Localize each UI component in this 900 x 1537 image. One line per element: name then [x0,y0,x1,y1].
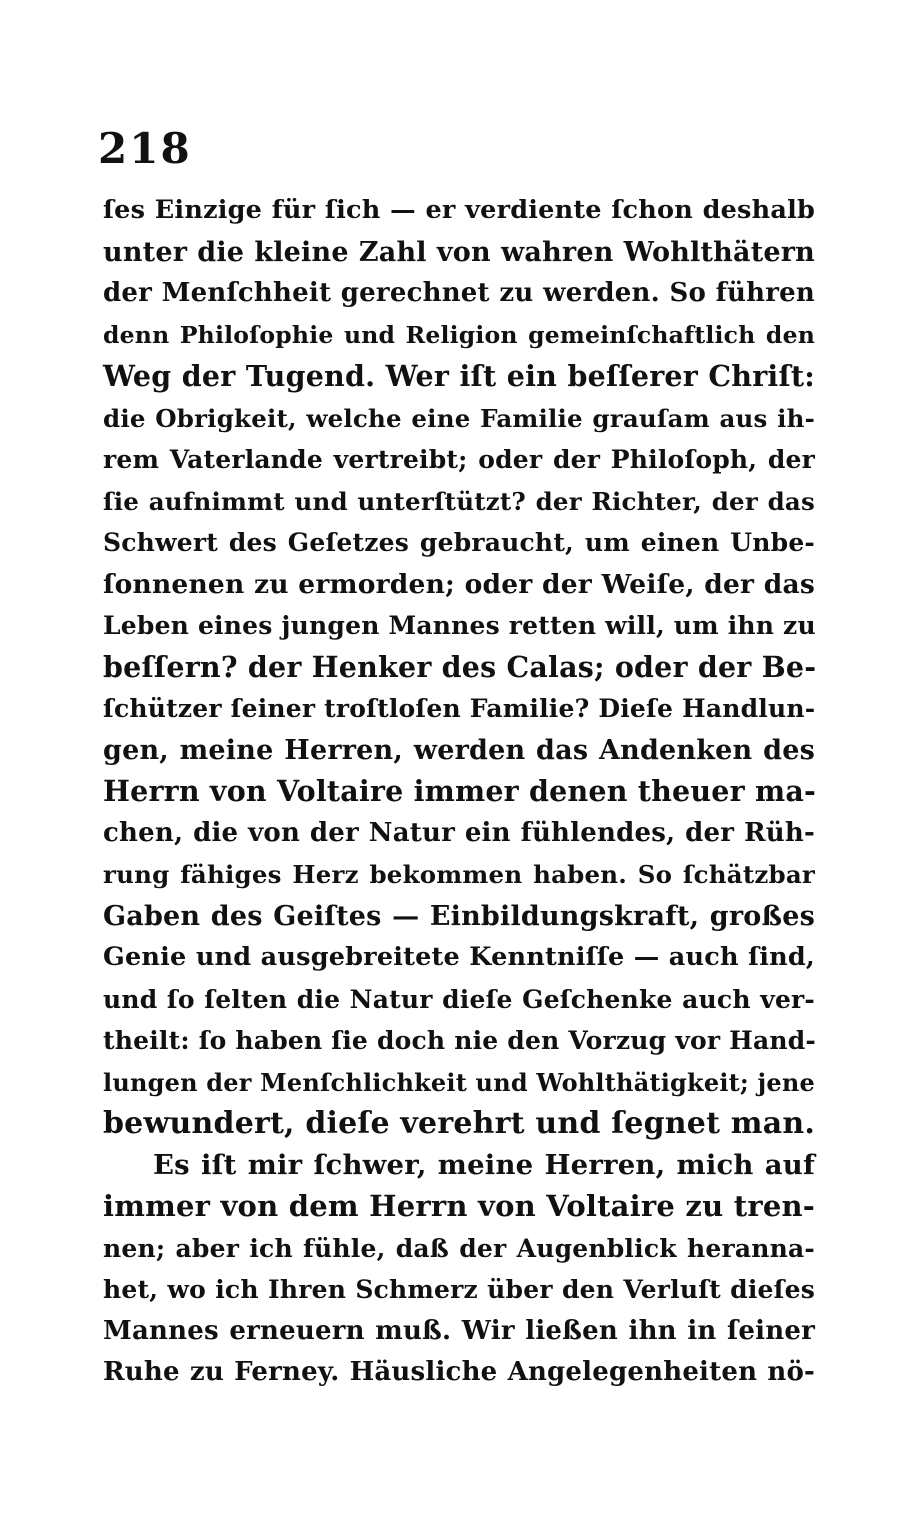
text-line: ſes Einzige für ſich — er verdiente ſchon deshalb [103,195,815,225]
text-line: lungen der Menſchlichkeit und Wohlthätigkeit; jene [103,1067,816,1097]
text-line: Es iſt mir ſchwer, meine Herren, mich auf [153,1148,815,1181]
text-line: bewundert, dieſe verehrt und ſegnet man. [103,1106,816,1141]
text-line: unter die kleine Zahl von wahren Wohlthätern [103,236,815,268]
text-line: Gaben des Geiſtes — Einbildungskraft, großes [103,900,815,932]
text-line: die Obrigkeit, welche eine Familie grauſam aus ih- [103,403,815,433]
text-line: nen; aber ich fühle, daß der Augenblick heranna- [103,1233,815,1263]
text-line: immer von dem Herrn von Voltaire zu tren- [103,1189,815,1223]
text-line: Weg der Tugend. Wer iſt ein beſſerer Chriſt: [103,359,815,393]
text-line: gen, meine Herren, werden das Andenken des [103,734,815,766]
text-line: rung fähiges Herz bekommen haben. So ſchätzbar [103,860,815,889]
text-line: Ruhe zu Ferney. Häusliche Angelegenheiten nö- [103,1357,815,1387]
text-line: Genie und ausgebreitete Kenntniſſe — auch ſind, [103,942,815,972]
paragraph-1 [103,190,815,1145]
text-line: Herrn von Voltaire immer denen theuer ma- [103,774,817,808]
text-line: und ſo ſelten die Natur dieſe Geſchenke auch ver- [103,984,815,1014]
text-line: het, wo ich Ihren Schmerz über den Verluſt dieſes [103,1275,815,1304]
text-line: theilt: ſo haben ſie doch nie den Vorzug vor Hand- [103,1026,816,1055]
text-line: ſchützer ſeiner troſtloſen Familie? Dieſe Handlun- [103,694,816,723]
page-number: 218 [98,124,192,173]
paragraph-2 [103,1145,815,1394]
text-line: Schwert des Geſetzes gebraucht, um einen Unbe- [103,528,815,557]
text-line: Mannes erneuern muß. Wir ließen ihn in ſeiner [103,1315,815,1346]
text-line: rem Vaterlande vertreibt; oder der Philoſoph, der [103,445,815,474]
text-line: denn Philoſophie und Religion gemeinſchaftlich den [103,320,815,349]
text-line: chen, die von der Natur ein fühlendes, der Rüh- [103,817,815,848]
body-text [103,190,815,1394]
text-line: ſie aufnimmt und unterſtützt? der Richter, der das [103,486,815,516]
text-line: beſſern? der Henker des Calas; oder der Be- [103,649,817,684]
text-line: Leben eines jungen Mannes retten will, um ihn zu [103,611,816,640]
text-line: ſonnenen zu ermorden; oder der Weiſe, der das [103,568,815,600]
text-line: der Menſchheit gerechnet zu werden. So führen [103,278,815,308]
